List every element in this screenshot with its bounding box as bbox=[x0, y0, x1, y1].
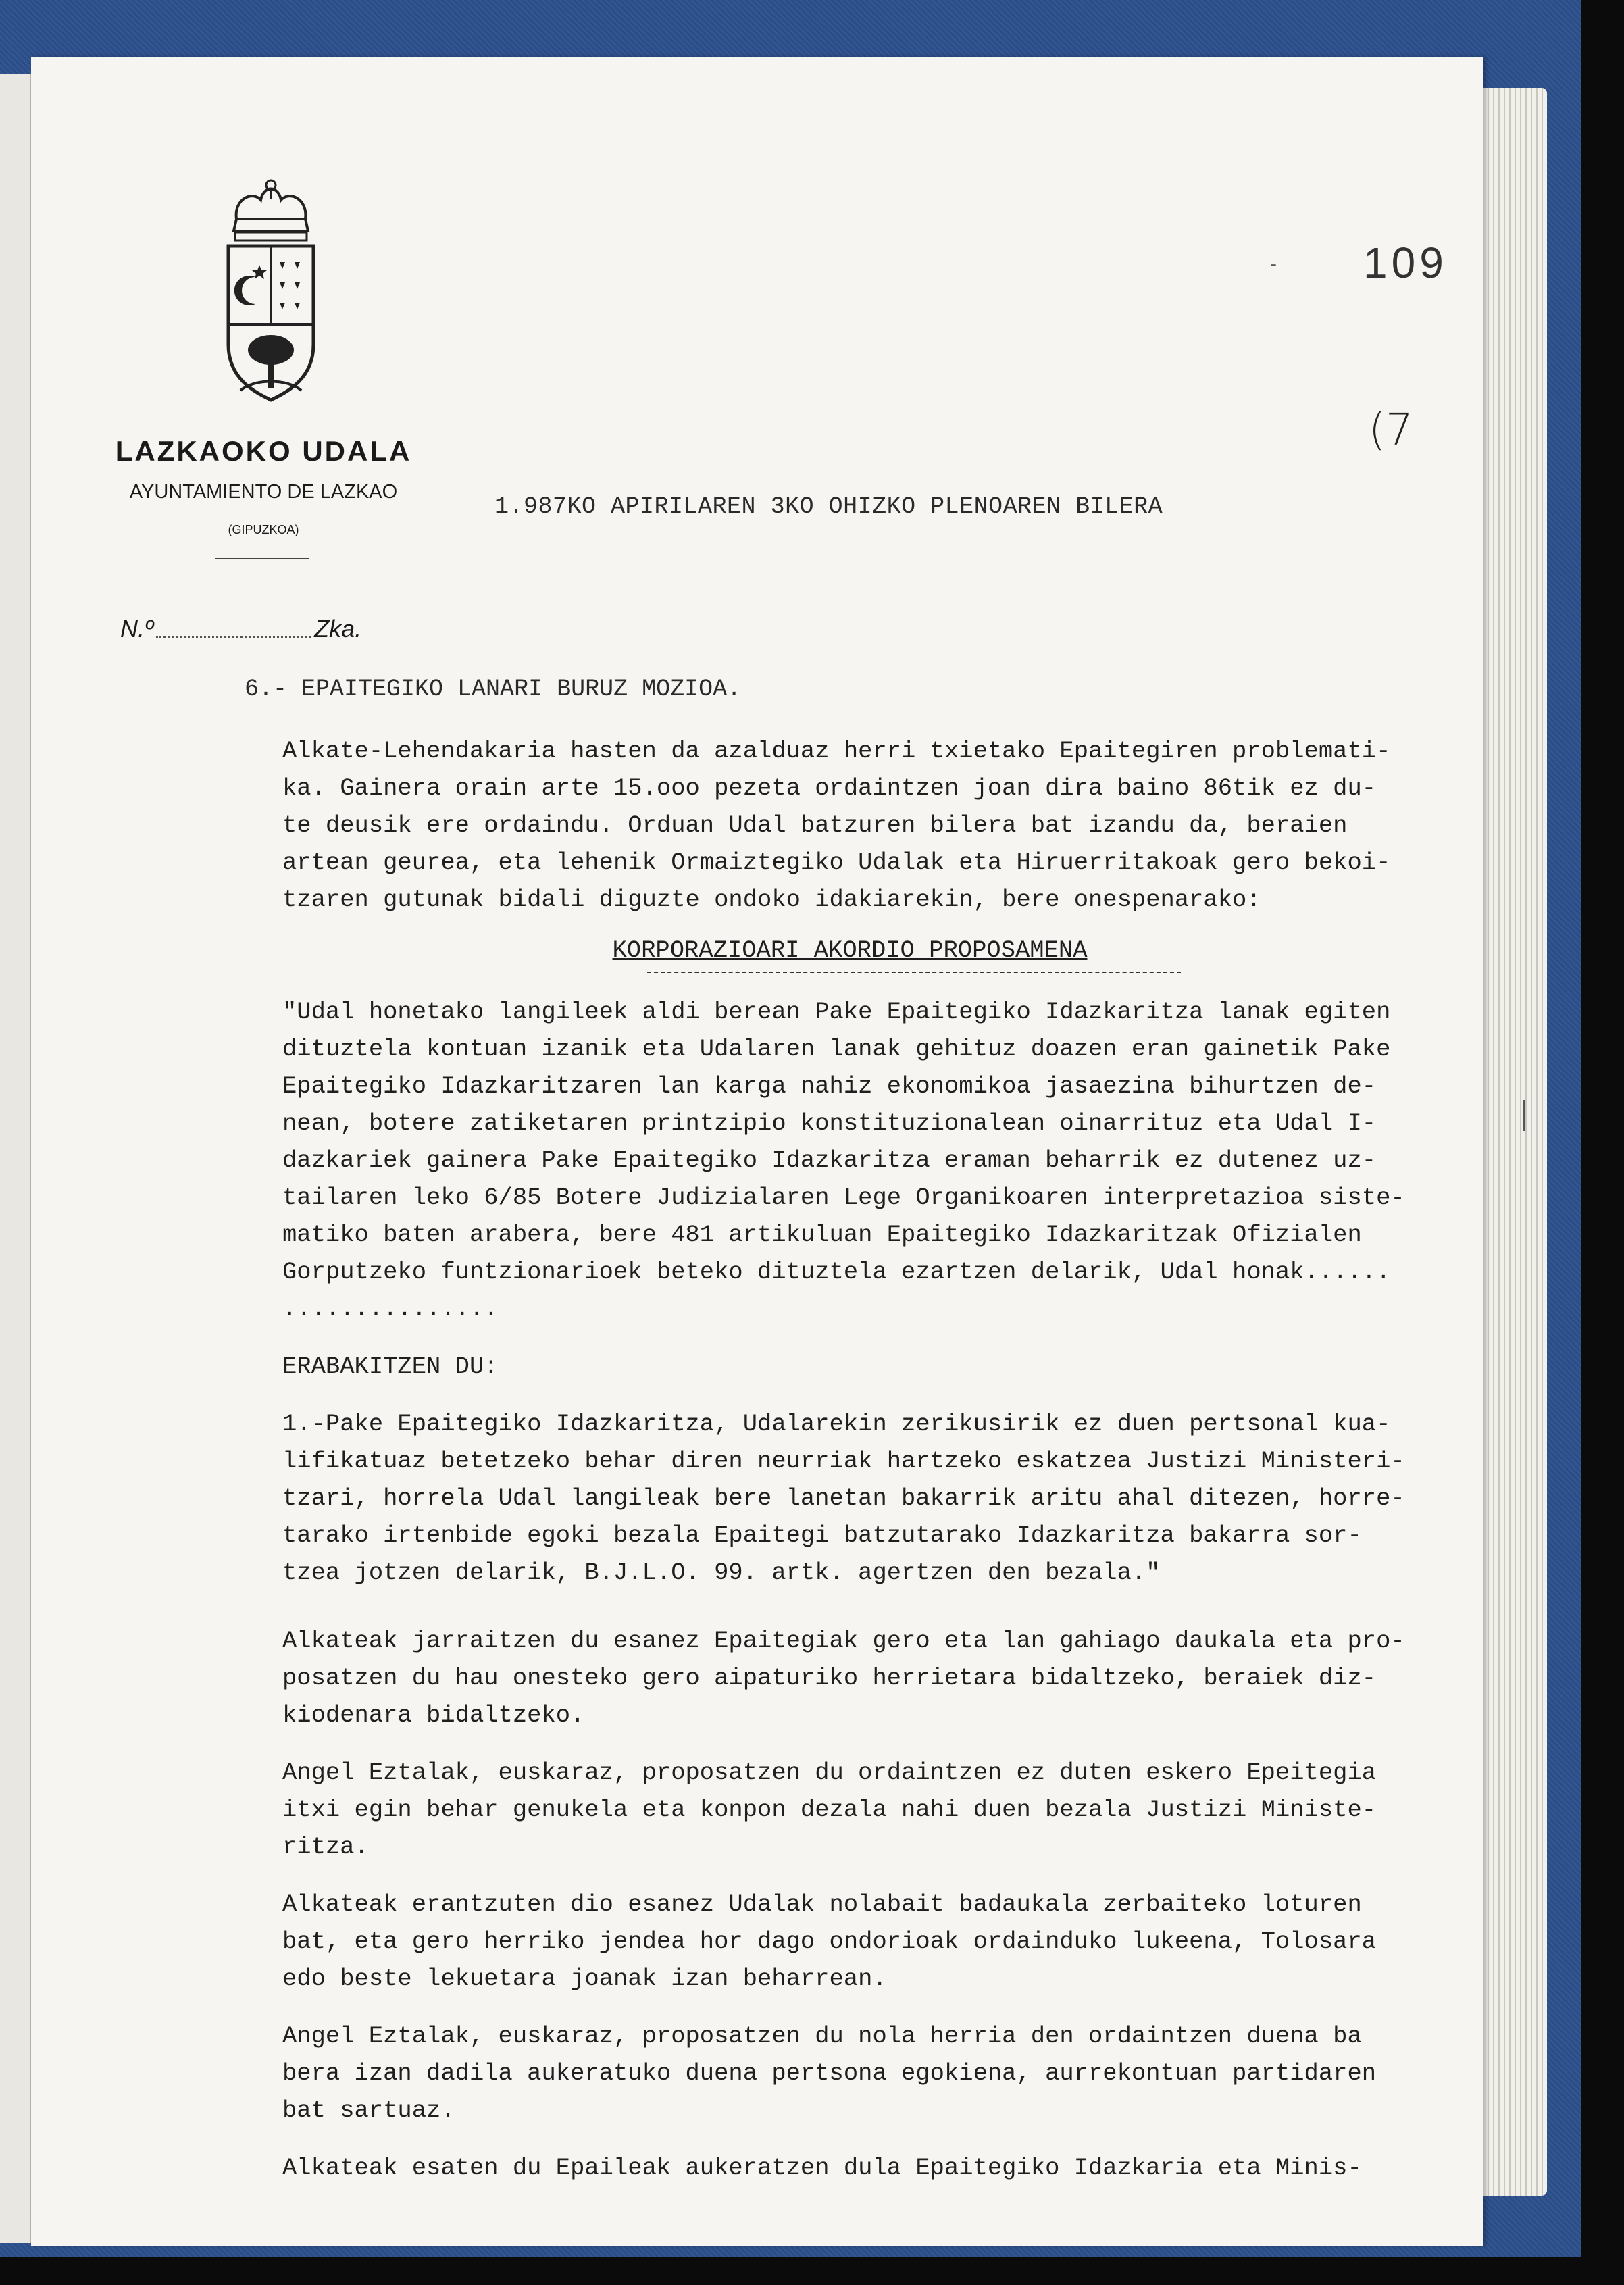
text-line: dazkariek gainera Pake Epaitegiko Idazkaritza eraman beharrik ez dutenez uz- bbox=[282, 1147, 1377, 1174]
text-line: Angel Eztalak, euskaraz, proposatzen du ordaintzen ez duten eskero Epeitegia bbox=[282, 1759, 1377, 1786]
paragraph bbox=[282, 1622, 1525, 1734]
decision-heading: ERABAKITZEN DU: bbox=[282, 1353, 499, 1380]
proposal-heading: KORPORAZIOARI AKORDIO PROPOSAMENA bbox=[612, 936, 1088, 964]
page-number-mark: - bbox=[1270, 253, 1277, 275]
text-line: lifikatuaz betetzeko behar diren neurriak hartzeko eskatzea Justizi Ministeri- bbox=[282, 1447, 1405, 1475]
text-line: Angel Eztalak, euskaraz, proposatzen du nola herria den ordaintzen duena ba bbox=[282, 2022, 1362, 2050]
coat-of-arms-icon bbox=[220, 176, 322, 426]
paragraph bbox=[282, 1886, 1525, 1997]
paragraph bbox=[282, 2017, 1525, 2129]
text-line: Epaitegiko Idazkaritzaren lan karga nahiz ekonomikoa jasaezina bihurtzen de- bbox=[282, 1072, 1377, 1100]
text-line: "Udal honetako langileek aldi berean Pake Epaitegiko Idazkaritza lanak egiten bbox=[282, 998, 1391, 1026]
paragraph bbox=[282, 2149, 1525, 2186]
document-page bbox=[31, 57, 1483, 2246]
text-line: tarako irtenbide egoki bezala Epaitegi batzutarako Idazkaritza bakarra sor- bbox=[282, 1522, 1362, 1549]
reference-dotted-blank bbox=[156, 636, 311, 638]
text-line: dituztela kontuan izanik eta Udalaren lanak gehituz doazen eran gainetik Pake bbox=[282, 1035, 1391, 1063]
document-title: 1.987KO APIRILAREN 3KO OHIZKO PLENOAREN BILERA bbox=[494, 493, 1163, 520]
header-divider bbox=[215, 558, 309, 559]
decision-paragraph bbox=[282, 1405, 1525, 1591]
text-line: nean, botere zatiketaren printzipio konstituzionalean oinarrituz eta Udal I- bbox=[282, 1109, 1377, 1137]
proposal-paragraph bbox=[282, 993, 1525, 1328]
text-line: posatzen du hau onesteko gero aipaturiko herrietara bidaltzeko, beraiek diz- bbox=[282, 1664, 1377, 1692]
text-line: Alkateak jarraitzen du esanez Epaitegiak gero eta lan gahiago daukala eta pro- bbox=[282, 1627, 1405, 1655]
text-line: tzari, horrela Udal langileak bere lanetan bakarrik aritu ahal ditezen, horre- bbox=[282, 1484, 1405, 1512]
text-line: 1.-Pake Epaitegiko Idazkaritza, Udalarekin zerikusirik ez duen pertsonal kua- bbox=[282, 1410, 1391, 1438]
organization-province: (GIPUZKOA) bbox=[228, 523, 299, 536]
text-line: te deusik ere ordaindu. Orduan Udal batzuren bilera bat izandu da, beraien bbox=[282, 811, 1348, 839]
paragraph bbox=[282, 1754, 1525, 1865]
section-heading: 6.- EPAITEGIKO LANARI BURUZ MOZIOA. bbox=[245, 676, 742, 703]
text-line: bat, eta gero herriko jendea hor dago ondorioak ordainduko lukeena, Tolosara bbox=[282, 1928, 1377, 1955]
reference-number-line bbox=[120, 609, 438, 643]
page-number: 109 bbox=[1363, 238, 1448, 287]
text-line: bera izan dadila aukeratuko duena pertsona egokiena, aurrekontuan partidaren bbox=[282, 2059, 1377, 2087]
text-line: Alkateak erantzuten dio esanez Udalak nolabait badaukala zerbaiteko loturen bbox=[282, 1890, 1362, 1918]
text-line: Gorputzeko funtzionarioek beteko dituztela ezartzen delarik, Udal honak...... bbox=[282, 1258, 1391, 1286]
text-line: Alkateak esaten du Epaileak aukeratzen dula Epaitegiko Idazkaria eta Minis- bbox=[282, 2154, 1362, 2182]
text-line: bat sartuaz. bbox=[282, 2096, 455, 2124]
previous-page-edge bbox=[0, 74, 32, 2243]
text-line: tzaren gutunak bidali diguzte ondoko idakiarekin, bere onespenarako: bbox=[282, 886, 1261, 913]
text-line: tailaren leko 6/85 Botere Judizialaren Lege Organikoaren interpretazioa siste- bbox=[282, 1184, 1405, 1211]
reference-prefix: N.º bbox=[120, 615, 154, 643]
margin-mark bbox=[1523, 1100, 1525, 1131]
text-line: ka. Gainera orain arte 15.ooo pezeta ordaintzen joan dira baino 86tik ez du- bbox=[282, 774, 1377, 802]
text-line: edo beste lekuetara joanak izan beharrean. bbox=[282, 1965, 887, 1992]
text-line: ritza. bbox=[282, 1833, 369, 1861]
text-line: itxi egin behar genukela eta konpon dezala nahi duen bezala Justizi Ministe- bbox=[282, 1796, 1377, 1824]
intro-paragraph bbox=[282, 732, 1525, 918]
handwritten-note: (7 bbox=[1369, 405, 1413, 455]
text-line: artean geurea, eta lehenik Ormaiztegiko Udalak eta Hiruerritakoak gero bekoi- bbox=[282, 849, 1391, 876]
text-line: tzea jotzen delarik, B.J.L.O. 99. artk. agertzen den bezala." bbox=[282, 1559, 1161, 1586]
reference-suffix: Zka. bbox=[314, 615, 362, 643]
text-line: Alkate-Lehendakaria hasten da azalduaz herri txietako Epaitegiren problemati- bbox=[282, 737, 1391, 765]
text-line: ............... bbox=[282, 1295, 499, 1323]
text-line: kiodenara bidaltzeko. bbox=[282, 1701, 585, 1729]
organization-subtitle: AYUNTAMIENTO DE LAZKAO bbox=[129, 481, 398, 503]
organization-name: LAZKAOKO UDALA bbox=[115, 435, 412, 467]
document-body bbox=[282, 732, 1525, 2186]
text-line: matiko baten arabera, bere 481 artikuluan Epaitegiko Idazkaritzak Ofizialen bbox=[282, 1221, 1362, 1249]
